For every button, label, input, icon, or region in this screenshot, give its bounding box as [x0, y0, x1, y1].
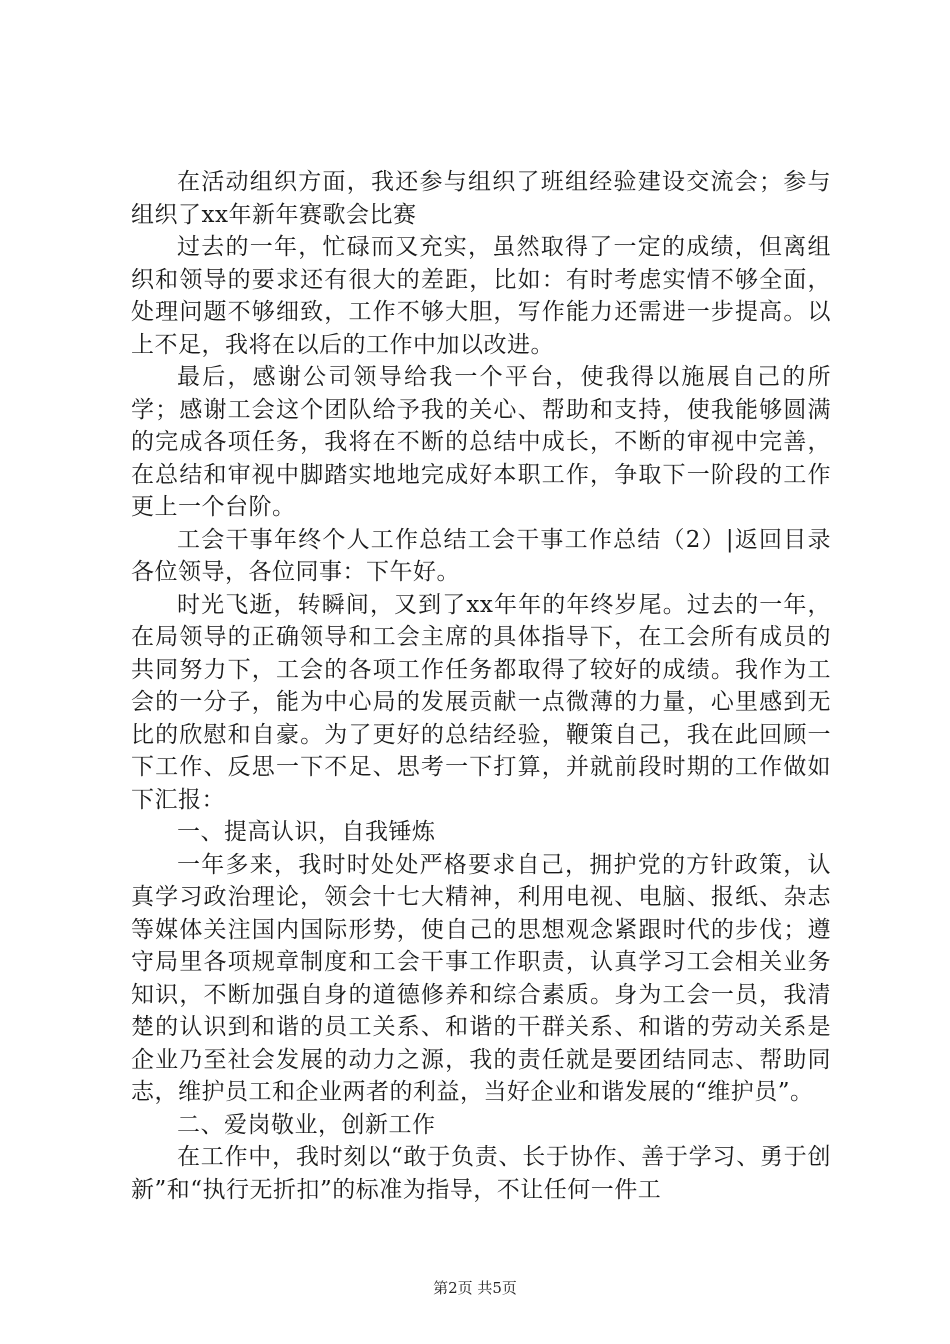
paragraph-time-flies: 时光飞逝，转瞬间，又到了xx年年的年终岁尾。过去的一年，在局领导的正确领导和工会主席的具体指导下，在工会所有成员的共同努力下，工会的各项工作任务都取得了较好的成绩。我作为工会的一分子，能为中心局的发展贡献一点微薄的力量，心里感到无比的欣慰和自豪。为了更好的总结经验，鞭策自己，我在此回顾一下工作、反思一下不足、思考一下打算，并就前段时期的工作做如下汇报： [131, 591, 831, 813]
paragraph-thanks: 最后，感谢公司领导给我一个平台，使我得以施展自己的所学；感谢工会这个团队给予我的关心、帮助和支持，使我能够圆满的完成各项任务，我将在不断的总结中成长，不断的审视中完善，在总结和审视中脚踏实地地完成好本职工作，争取下一阶段的工作更上一个台阶。 [131, 364, 831, 520]
paragraph-strict-requirements: 一年多来，我时时处处严格要求自己，拥护党的方针政策，认真学习政治理论，领会十七大精神，利用电视、电脑、报纸、杂志等媒体关注国内国际形势，使自己的思想观念紧跟时代的步伐；遵守局里各项规章制度和工会干事工作职责，认真学习工会相关业务知识，不断加强自身的道德修养和综合素质。身为工会一员，我清楚的认识到和谐的员工关系、和谐的干群关系、和谐的劳动关系是企业乃至社会发展的动力之源，我的责任就是要团结同志、帮助同志，维护员工和企业两者的利益，当好企业和谐发展的“维护员”。 [131, 851, 831, 1105]
paragraph-past-year: 过去的一年，忙碌而又充实，虽然取得了一定的成绩，但离组织和领导的要求还有很大的差距，比如：有时考虑实情不够全面，处理问题不够细致，工作不够大胆，写作能力还需进一步提高。以上不足，我将在以后的工作中加以改进。 [131, 234, 831, 358]
page-footer: 第2页 共5页 [433, 1279, 517, 1297]
paragraph-section-title: 工会干事年终个人工作总结工会干事工作总结（2）|返回目录各位领导，各位同事：下午好。 [131, 526, 831, 585]
heading-improve-awareness: 一、提高认识，自我锤炼 [177, 819, 436, 845]
paragraph-work-standards: 在工作中，我时刻以“敢于负责、长于协作、善于学习、勇于创新”和“执行无折扣”的标准为指导，不让任何一件工 [131, 1144, 831, 1203]
heading-dedication-innovation: 二、爱岗敬业，创新工作 [177, 1111, 436, 1138]
document-body [131, 166, 831, 1206]
paragraph-activity-organization: 在活动组织方面，我还参与组织了班组经验建设交流会；参与组织了xx年新年赛歌会比赛 [131, 169, 831, 228]
